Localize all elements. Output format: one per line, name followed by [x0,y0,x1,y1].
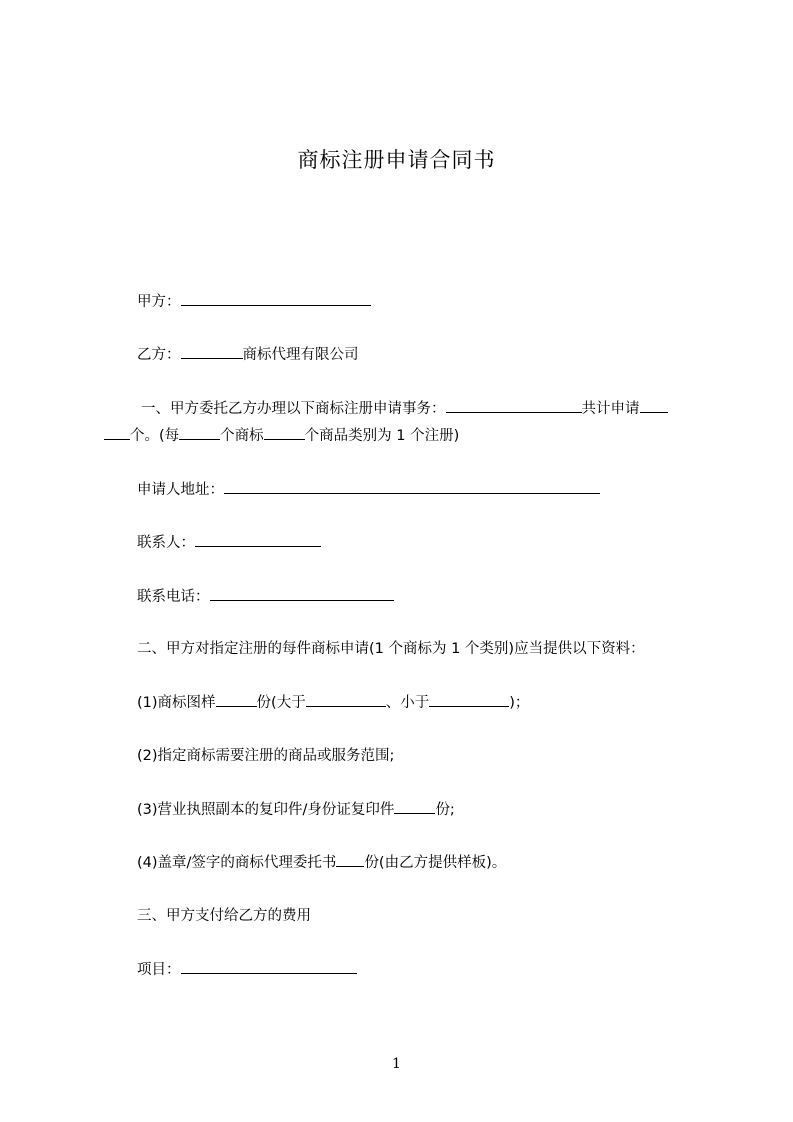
item1-text-d: )； [509,695,530,711]
item1-blank-copies [216,692,257,707]
party-b-suffix: 商标代理有限公司 [242,347,359,363]
clause1-blank-per [179,425,220,440]
party-a-blank [181,291,371,306]
project-label: 项目： [137,962,181,978]
item4-blank-copies [336,852,364,867]
contact-line [137,532,321,553]
item4-text-a: (4)盖章/签字的商标代理委托书 [137,855,337,871]
item4-text-b: 份(由乙方提供样板)。 [364,855,507,871]
party-b-label: 乙方： [137,347,181,363]
clause1-line1 [141,398,668,419]
project-blank [181,959,357,974]
clause1-text-b: 共计申请 [581,401,640,417]
project-line [137,959,357,980]
clause1-text-e: 个商品类别为 1 个注册) [304,428,460,444]
item1-text-c: 、小于 [385,695,430,711]
clause3: 三、甲方支付给乙方的费用 [137,908,311,924]
item4-line [137,852,506,873]
item3-text-b: 份; [435,802,455,818]
clause1-text-a: 一、甲方委托乙方办理以下商标注册申请事务： [141,401,446,417]
contact-blank [195,532,321,547]
clause1-blank-count-end [104,425,130,440]
item1-text-a: (1)商标图样 [137,695,216,711]
item3-line [137,799,455,820]
party-b-blank [181,344,243,359]
clause1-line2 [104,425,459,446]
party-a-line [137,291,371,312]
clause1-text-d: 个商标 [220,428,264,444]
address-line [137,479,600,500]
address-label: 申请人地址： [137,482,224,498]
clause1-blank-count-start [640,398,668,413]
item1-blank-less [429,692,509,707]
item1-blank-greater [306,692,386,707]
item1-line [137,692,529,713]
phone-line [137,586,394,607]
clause2: 二、甲方对指定注册的每件商标申请(1 个商标为 1 个类别)应当提供以下资料： [137,641,645,657]
clause1-blank-class [264,425,305,440]
phone-blank [210,586,394,601]
item3-text-a: (3)营业执照副本的复印件/身份证复印件 [137,802,395,818]
address-blank [224,479,600,494]
party-b-line [137,344,359,365]
contact-label: 联系人： [137,535,195,551]
page-number: 1 [392,1056,401,1072]
phone-label: 联系电话： [137,589,210,605]
clause1-text-c: 个。(每 [130,428,180,444]
party-a-label: 甲方： [137,294,181,310]
clause1-blank-matters [446,398,582,413]
item2: (2)指定商标需要注册的商品或服务范围; [137,748,395,764]
item3-blank-copies [394,799,435,814]
item1-text-b: 份(大于 [256,695,306,711]
document-title: 商标注册申请合同书 [297,148,496,172]
